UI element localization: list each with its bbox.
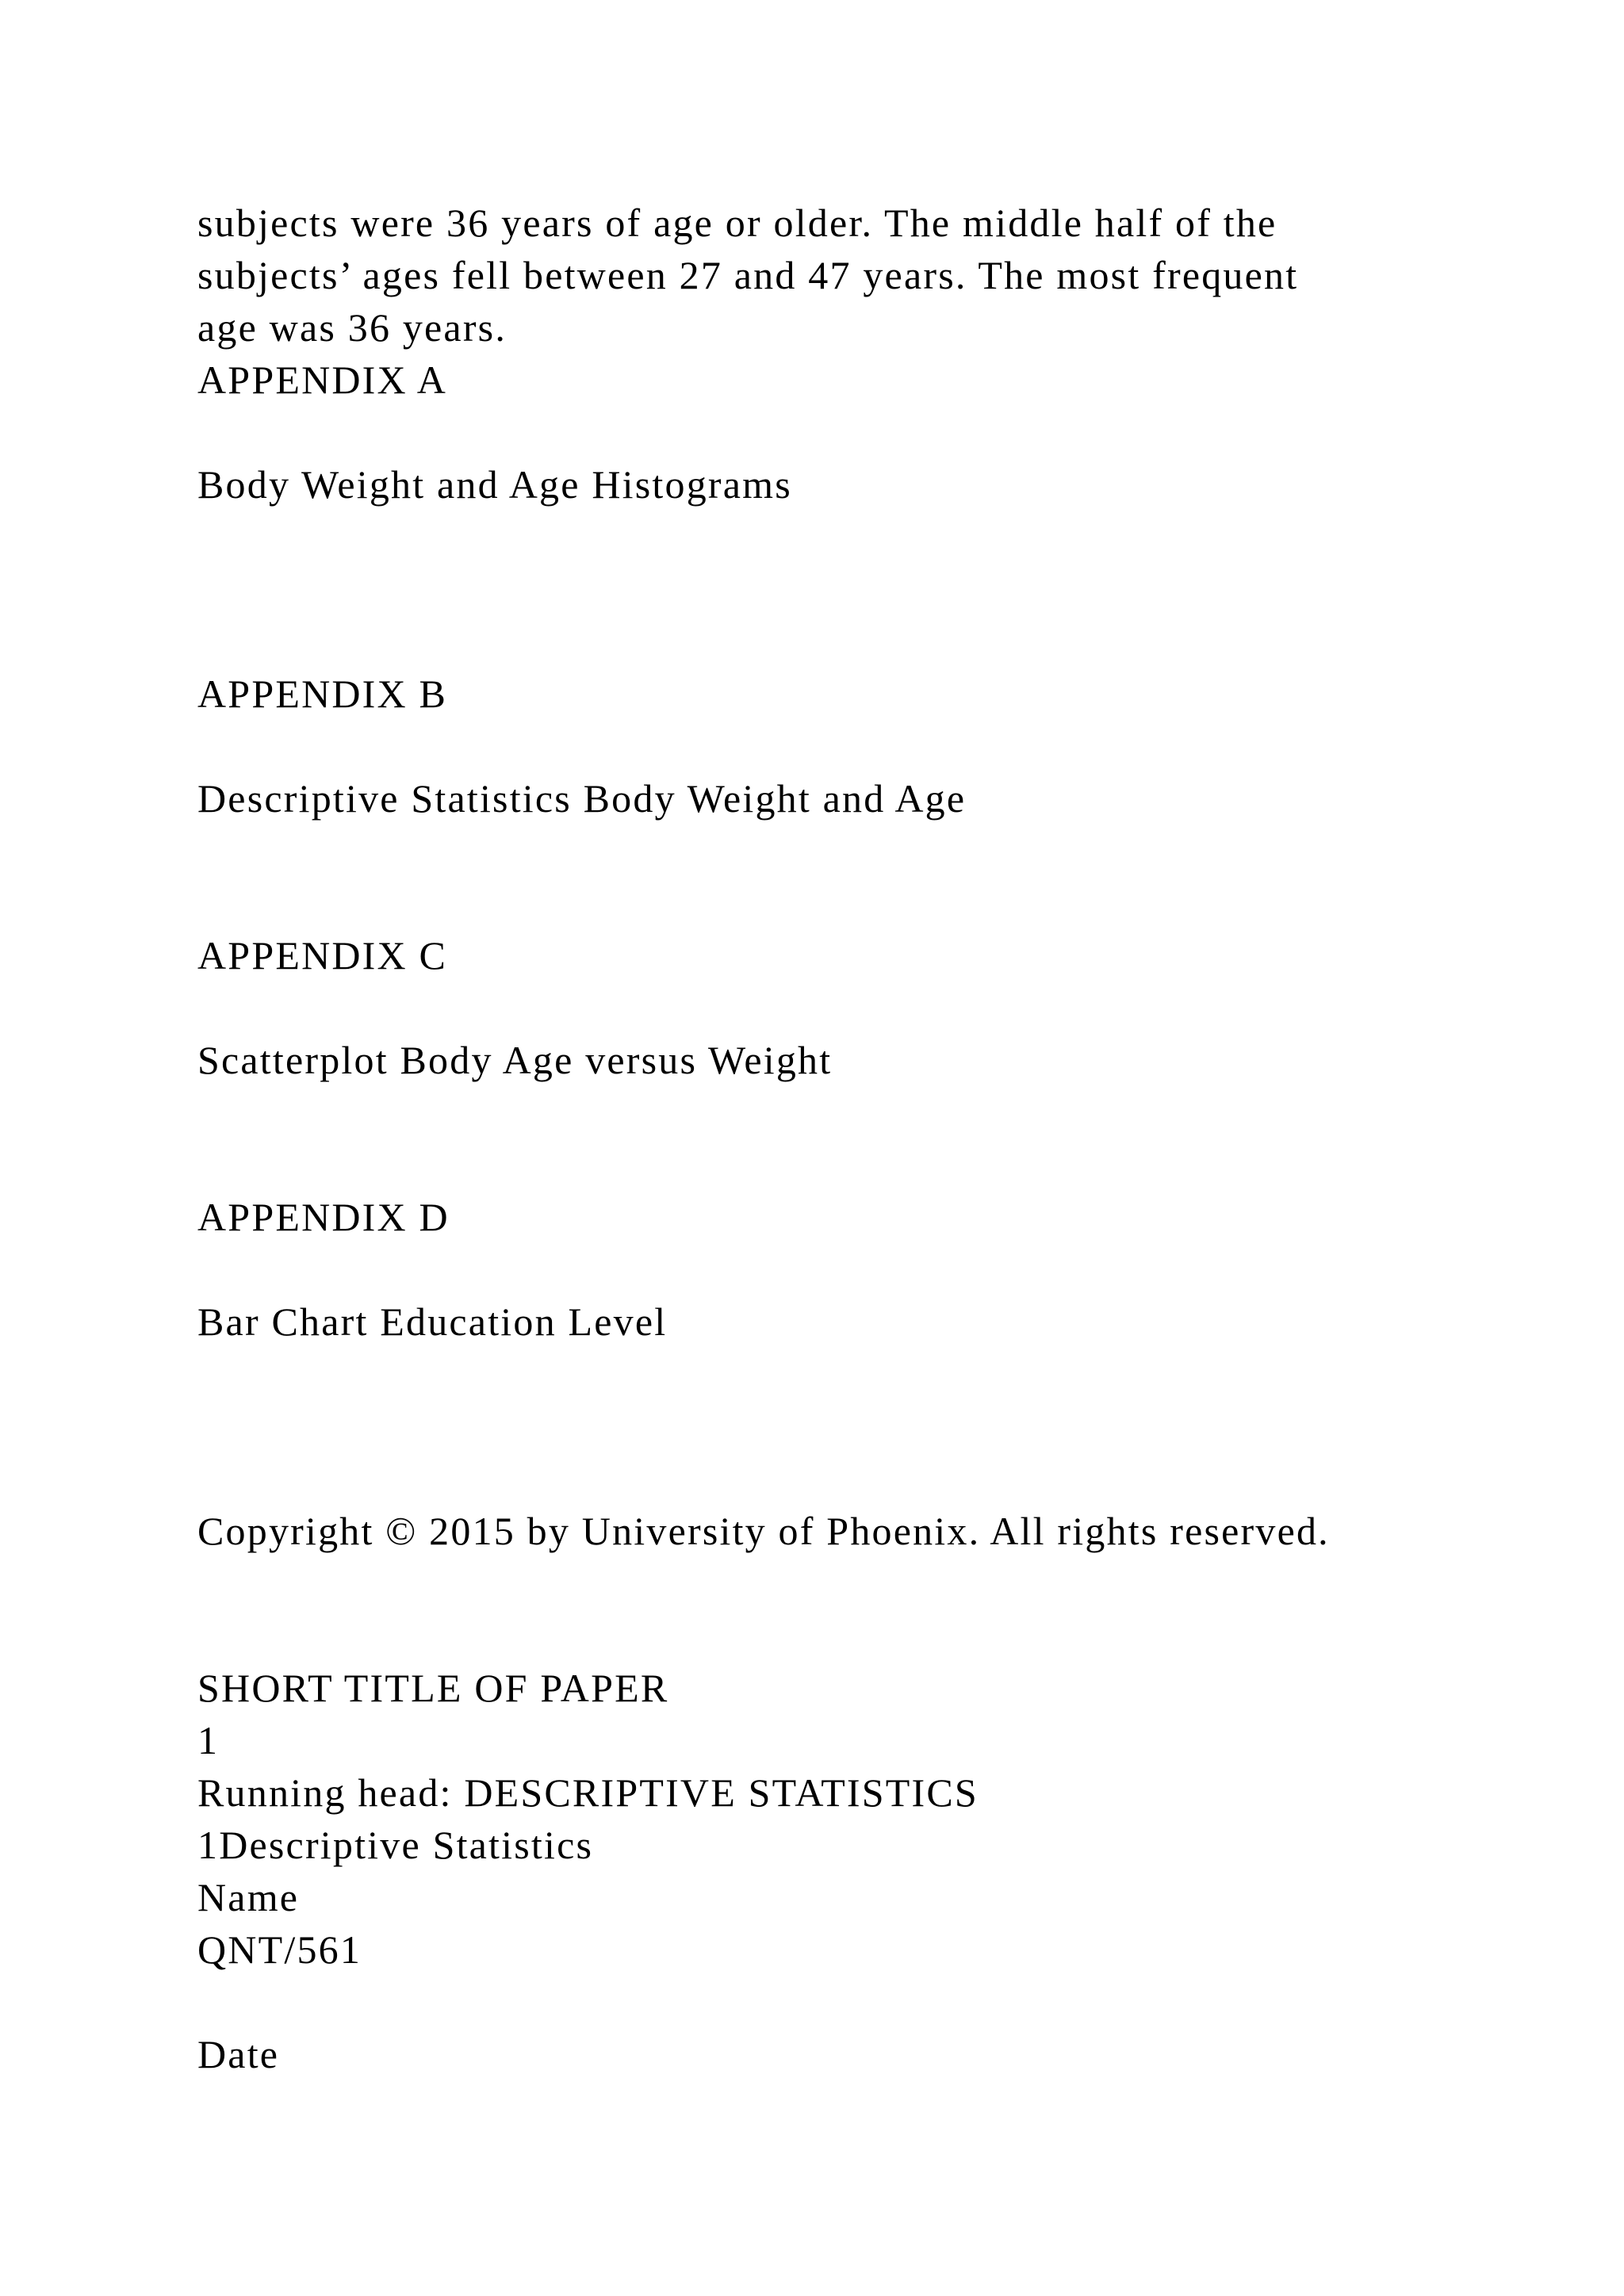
short-title: SHORT TITLE OF PAPER xyxy=(197,1666,669,1710)
appendix-b-title: Descriptive Statistics Body Weight and Age xyxy=(197,776,967,821)
appendix-a-heading: APPENDIX A xyxy=(197,358,448,402)
body-text-line: age was 36 years. xyxy=(197,305,508,350)
course-code: QNT/561 xyxy=(197,1927,362,1972)
appendix-a-title: Body Weight and Age Histograms xyxy=(197,462,792,507)
body-text-line: subjects’ ages fell between 27 and 47 years. The most frequent xyxy=(197,253,1299,297)
appendix-c-heading: APPENDIX C xyxy=(197,933,448,978)
running-head: Running head: DESCRIPTIVE STATISTICS xyxy=(197,1770,979,1815)
appendix-d-title: Bar Chart Education Level xyxy=(197,1299,668,1344)
appendix-b-heading: APPENDIX B xyxy=(197,672,448,716)
appendix-c-title: Scatterplot Body Age versus Weight xyxy=(197,1038,833,1082)
paper-date: Date xyxy=(197,2032,280,2076)
body-text-line: subjects were 36 years of age or older. The middle half of the xyxy=(197,201,1277,245)
appendix-d-heading: APPENDIX D xyxy=(197,1195,450,1239)
page-number: 1 xyxy=(197,1718,220,1762)
author-name: Name xyxy=(197,1875,300,1919)
copyright-notice: Copyright © 2015 by University of Phoenix. All rights reserved. xyxy=(197,1509,1330,1553)
paper-title: 1Descriptive Statistics xyxy=(197,1823,594,1867)
